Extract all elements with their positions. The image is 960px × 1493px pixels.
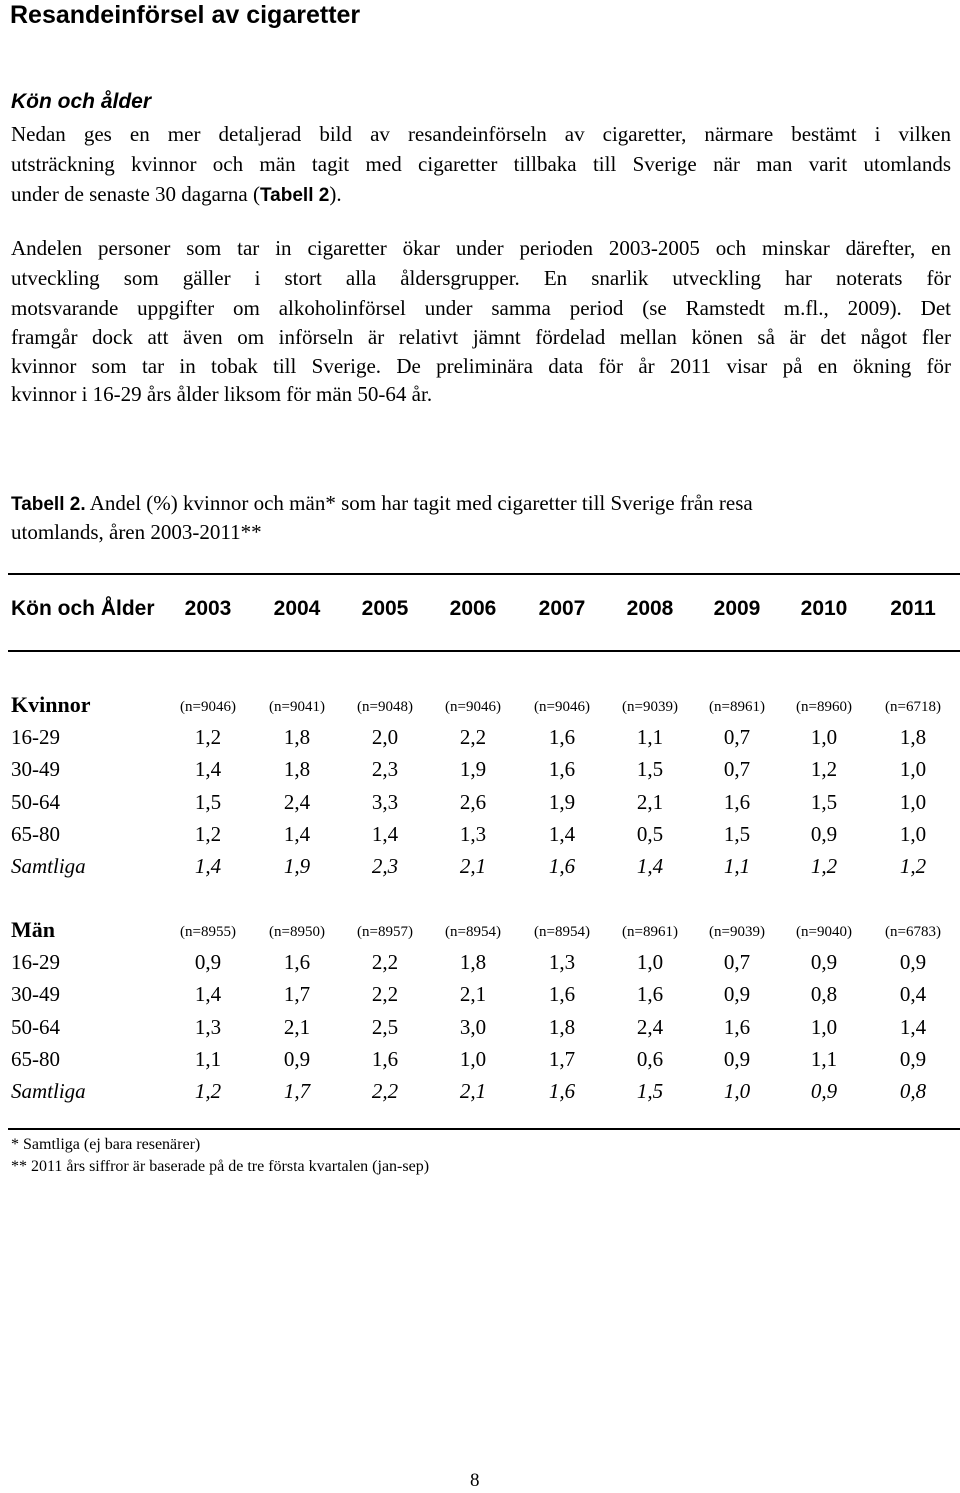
value-cell: 1,4 <box>194 982 222 1006</box>
value-cell: 0,9 <box>810 950 838 974</box>
value-cell: 1,9 <box>548 790 576 814</box>
value-cell: 0,9 <box>810 1079 838 1103</box>
sample-size-cell: (n=8960) <box>796 699 852 715</box>
page-number: 8 <box>470 1470 480 1491</box>
sample-size-cell: (n=9041) <box>269 699 325 715</box>
sample-size-cell: (n=8954) <box>534 924 590 940</box>
row-label: Samtliga <box>11 1079 86 1103</box>
value-cell: 0,9 <box>810 822 838 846</box>
row-label: 16-29 <box>11 950 60 974</box>
value-cell: 2,4 <box>283 790 311 814</box>
section-subheading: Kön och ålder <box>11 90 152 113</box>
para2-line2: utveckling som gäller i stort alla åldersgrupper. En snarlik utveckling har noterats för <box>11 266 951 290</box>
value-cell: 1,6 <box>371 1047 399 1071</box>
value-cell: 1,7 <box>283 1079 311 1103</box>
sample-size-cell: (n=8957) <box>357 924 413 940</box>
footnote-2: ** 2011 års siffror är baserade på de tre första kvartalen (jan-sep) <box>11 1158 430 1175</box>
value-cell: 1,0 <box>899 790 927 814</box>
sample-size-cell: (n=8961) <box>622 924 678 940</box>
value-cell: 1,7 <box>283 982 311 1006</box>
value-cell: 0,5 <box>636 822 664 846</box>
year-header: 2008 <box>626 597 674 620</box>
para2-line4: framgår dock att även om införseln är relativt jämnt fördelad mellan könen så är det något fler <box>11 325 951 349</box>
value-cell: 1,0 <box>459 1047 487 1071</box>
value-cell: 1,2 <box>194 822 222 846</box>
value-cell: 1,3 <box>548 950 576 974</box>
year-header: 2010 <box>800 597 848 620</box>
value-cell: 1,8 <box>283 757 311 781</box>
para2-line6: kvinnor i 16-29 års ålder liksom för män 50-64 år. <box>11 382 433 406</box>
value-cell: 1,3 <box>459 822 487 846</box>
value-cell: 2,1 <box>459 854 487 878</box>
value-cell: 2,1 <box>636 790 664 814</box>
row-label: 16-29 <box>11 725 60 749</box>
value-cell: 1,6 <box>283 950 311 974</box>
year-header: 2004 <box>273 597 321 620</box>
value-cell: 1,5 <box>636 757 664 781</box>
value-cell: 1,6 <box>548 982 576 1006</box>
value-cell: 1,4 <box>194 757 222 781</box>
sample-size-cell: (n=8955) <box>180 924 236 940</box>
table-reference: Tabell 2 <box>259 185 330 206</box>
value-cell: 2,2 <box>371 1079 399 1103</box>
row-label: 65-80 <box>11 1047 60 1071</box>
sample-size-cell: (n=9046) <box>445 699 501 715</box>
value-cell: 1,0 <box>636 950 664 974</box>
value-cell: 2,2 <box>371 982 399 1006</box>
table-caption-line2: utomlands, åren 2003-2011** <box>11 520 262 544</box>
value-cell: 1,6 <box>548 725 576 749</box>
sample-size-cell: (n=9039) <box>622 699 678 715</box>
table-top-rule <box>8 573 960 575</box>
value-cell: 1,2 <box>194 725 222 749</box>
value-cell: 1,5 <box>194 790 222 814</box>
sample-size-cell: (n=8950) <box>269 924 325 940</box>
value-cell: 1,8 <box>899 725 927 749</box>
value-cell: 1,4 <box>899 1015 927 1039</box>
para2-line3: motsvarande uppgifter om alkoholinförsel under samma period (se Ramstedt m.fl., 2009). Det <box>11 296 951 320</box>
value-cell: 0,7 <box>723 950 751 974</box>
value-cell: 1,5 <box>810 790 838 814</box>
table-bottom-rule <box>8 1128 960 1130</box>
value-cell: 2,0 <box>371 725 399 749</box>
value-cell: 2,5 <box>371 1015 399 1039</box>
value-cell: 3,3 <box>371 790 399 814</box>
year-header: 2009 <box>713 597 761 620</box>
value-cell: 1,4 <box>194 854 222 878</box>
value-cell: 0,4 <box>899 982 927 1006</box>
row-label: 50-64 <box>11 1015 60 1039</box>
value-cell: 2,4 <box>636 1015 664 1039</box>
value-cell: 0,9 <box>899 950 927 974</box>
value-cell: 1,9 <box>459 757 487 781</box>
page-title: Resandeinförsel av cigaretter <box>10 1 361 29</box>
value-cell: 1,2 <box>810 854 838 878</box>
value-cell: 0,9 <box>723 982 751 1006</box>
value-cell: 1,4 <box>371 822 399 846</box>
value-cell: 2,2 <box>371 950 399 974</box>
year-header: 2011 <box>890 597 936 620</box>
value-cell: 1,8 <box>283 725 311 749</box>
para1-line2: utsträckning kvinnor och män tagit med cigaretter tillbaka till Sverige när man varit utomlands <box>11 152 951 176</box>
value-cell: 1,2 <box>810 757 838 781</box>
year-header: 2007 <box>538 597 586 620</box>
value-cell: 1,5 <box>636 1079 664 1103</box>
value-cell: 1,4 <box>636 854 664 878</box>
sample-size-cell: (n=9040) <box>796 924 852 940</box>
value-cell: 0,6 <box>636 1047 664 1071</box>
sample-size-cell: (n=9048) <box>357 699 413 715</box>
value-cell: 2,2 <box>459 725 487 749</box>
group-name: Män <box>11 917 55 942</box>
value-cell: 1,6 <box>548 1079 576 1103</box>
para2-line5: kvinnor som tar in tobak till Sverige. De preliminära data för år 2011 visar på en ökning för <box>11 354 951 378</box>
value-cell: 1,0 <box>723 1079 751 1103</box>
value-cell: 2,1 <box>283 1015 311 1039</box>
table-caption-line1: Tabell 2. Andel (%) kvinnor och män* som har tagit med cigaretter till Sverige från resa <box>11 491 753 515</box>
value-cell: 1,6 <box>636 982 664 1006</box>
row-label: 65-80 <box>11 822 60 846</box>
table-header-label: Kön och Ålder <box>11 597 155 620</box>
value-cell: 1,0 <box>810 725 838 749</box>
value-cell: 0,9 <box>723 1047 751 1071</box>
value-cell: 2,6 <box>459 790 487 814</box>
value-cell: 1,5 <box>723 822 751 846</box>
value-cell: 1,4 <box>548 822 576 846</box>
sample-size-cell: (n=8961) <box>709 699 765 715</box>
sample-size-cell: (n=9046) <box>180 699 236 715</box>
value-cell: 3,0 <box>459 1015 487 1039</box>
value-cell: 2,3 <box>371 854 399 878</box>
year-header: 2005 <box>361 597 409 620</box>
value-cell: 1,1 <box>636 725 664 749</box>
value-cell: 2,1 <box>459 982 487 1006</box>
row-label: 30-49 <box>11 757 60 781</box>
sample-size-cell: (n=6783) <box>885 924 941 940</box>
value-cell: 1,6 <box>548 757 576 781</box>
para1-line3: under de senaste 30 dagarna (Tabell 2). <box>11 182 342 206</box>
sample-size-cell: (n=8954) <box>445 924 501 940</box>
value-cell: 1,6 <box>548 854 576 878</box>
value-cell: 1,1 <box>723 854 751 878</box>
footnote-1: * Samtliga (ej bara resenärer) <box>11 1136 201 1153</box>
value-cell: 0,7 <box>723 725 751 749</box>
value-cell: 1,2 <box>194 1079 222 1103</box>
row-label: 30-49 <box>11 982 60 1006</box>
value-cell: 1,9 <box>283 854 311 878</box>
sample-size-cell: (n=6718) <box>885 699 941 715</box>
sample-size-cell: (n=9046) <box>534 699 590 715</box>
value-cell: 1,0 <box>899 822 927 846</box>
year-header: 2006 <box>449 597 497 620</box>
value-cell: 1,0 <box>810 1015 838 1039</box>
row-label: 50-64 <box>11 790 60 814</box>
value-cell: 1,0 <box>899 757 927 781</box>
value-cell: 1,1 <box>194 1047 222 1071</box>
para2-line1: Andelen personer som tar in cigaretter ökar under perioden 2003-2005 och minskar därefter, en <box>11 236 951 260</box>
value-cell: 2,1 <box>459 1079 487 1103</box>
year-header: 2003 <box>184 597 232 620</box>
value-cell: 1,8 <box>548 1015 576 1039</box>
sample-size-cell: (n=9039) <box>709 924 765 940</box>
group-name: Kvinnor <box>11 692 91 717</box>
value-cell: 0,8 <box>810 982 838 1006</box>
value-cell: 1,6 <box>723 1015 751 1039</box>
table-header-rule <box>8 650 960 652</box>
table-caption-label: Tabell 2. <box>11 494 86 515</box>
value-cell: 1,1 <box>810 1047 838 1071</box>
value-cell: 1,8 <box>459 950 487 974</box>
value-cell: 1,4 <box>283 822 311 846</box>
value-cell: 1,2 <box>899 854 927 878</box>
value-cell: 2,3 <box>371 757 399 781</box>
value-cell: 0,9 <box>283 1047 311 1071</box>
value-cell: 0,7 <box>723 757 751 781</box>
row-label: Samtliga <box>11 854 86 878</box>
value-cell: 1,3 <box>194 1015 222 1039</box>
value-cell: 0,9 <box>194 950 222 974</box>
para1-line1: Nedan ges en mer detaljerad bild av resandeinförseln av cigaretter, närmare bestämt i vilken <box>11 122 951 146</box>
value-cell: 1,7 <box>548 1047 576 1071</box>
value-cell: 1,6 <box>723 790 751 814</box>
value-cell: 0,9 <box>899 1047 927 1071</box>
value-cell: 0,8 <box>899 1079 927 1103</box>
